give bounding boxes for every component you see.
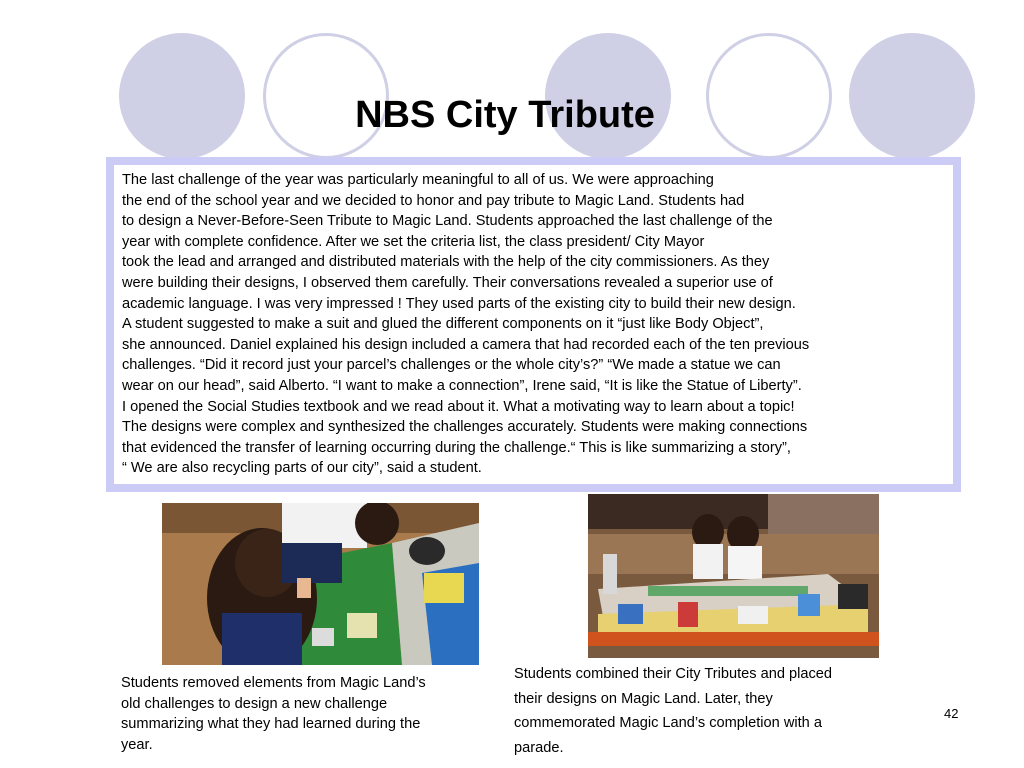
- decorative-circle-1: [119, 33, 245, 159]
- body-text-line: she announced. Daniel explained his design included a camera that had recorded each of the ten previous: [122, 336, 810, 353]
- body-text-line: were building their designs, I observed them carefully. Their conversations revealed a superior use of: [122, 274, 773, 291]
- body-text-line: academic language. I was very impressed ! They used parts of the existing city to build their new design.: [122, 295, 796, 312]
- photo-students-building-illustration: [162, 503, 479, 665]
- caption-line: their designs on Magic Land. Later, they: [514, 690, 773, 707]
- caption-line: year.: [121, 736, 153, 753]
- body-text-line: took the lead and arranged and distributed materials with the help of the city commissioners. As they: [122, 254, 770, 271]
- body-text-line: The designs were complex and synthesized the challenges accurately. Students were making connections: [122, 419, 808, 436]
- body-text-line: the end of the school year and we decided to honor and pay tribute to Magic Land. Students had: [122, 192, 745, 209]
- caption-line: Students combined their City Tributes and placed: [514, 666, 832, 682]
- body-text-line: to design a Never-Before-Seen Tribute to Magic Land. Students approached the last challenge of the: [122, 213, 773, 230]
- body-text-line: The last challenge of the year was particularly meaningful to all of us. We were approaching: [122, 172, 714, 188]
- photo-students-building: [162, 503, 479, 665]
- body-text-line: I opened the Social Studies textbook and we read about it. What a motivating way to learn about a topic!: [122, 398, 795, 415]
- caption-line: commemorated Magic Land’s completion with a: [514, 715, 822, 731]
- photo-city-tribute-illustration: [588, 494, 879, 658]
- caption-line: parade.: [514, 739, 564, 756]
- body-text-line: wear on our head”, said Alberto. “I want to make a connection”, Irene said, “It is like the Statue of Liberty”.: [122, 377, 802, 394]
- body-text-line: “ We are also recycling parts of our city”, said a student.: [122, 460, 482, 477]
- body-text-box: [106, 157, 961, 492]
- caption-line: old challenges to design a new challenge: [121, 695, 388, 712]
- photo-caption-right: [514, 662, 904, 760]
- page-number: 42: [944, 706, 959, 721]
- body-text-line: year with complete confidence. After we set the criteria list, the class president/ City Mayor: [122, 233, 705, 250]
- body-text-line: A student suggested to make a suit and glued the different components on it “just like Body Object”,: [122, 316, 764, 333]
- body-text-line: challenges. “Did it record just your parcel’s challenges or the whole city’s?” “We made a statue we can: [122, 357, 781, 374]
- caption-line: Students removed elements from Magic Land’s: [121, 675, 426, 691]
- body-text-line: that evidenced the transfer of learning occurring during the challenge.“ This is like summarizing a story”,: [122, 439, 791, 456]
- slide-title: NBS City Tribute: [355, 94, 655, 136]
- caption-line: summarizing what they had learned during the: [121, 716, 421, 732]
- photo-caption-left: [121, 673, 491, 755]
- decorative-circle-5: [849, 33, 975, 159]
- photo-city-tribute-display: [588, 494, 879, 658]
